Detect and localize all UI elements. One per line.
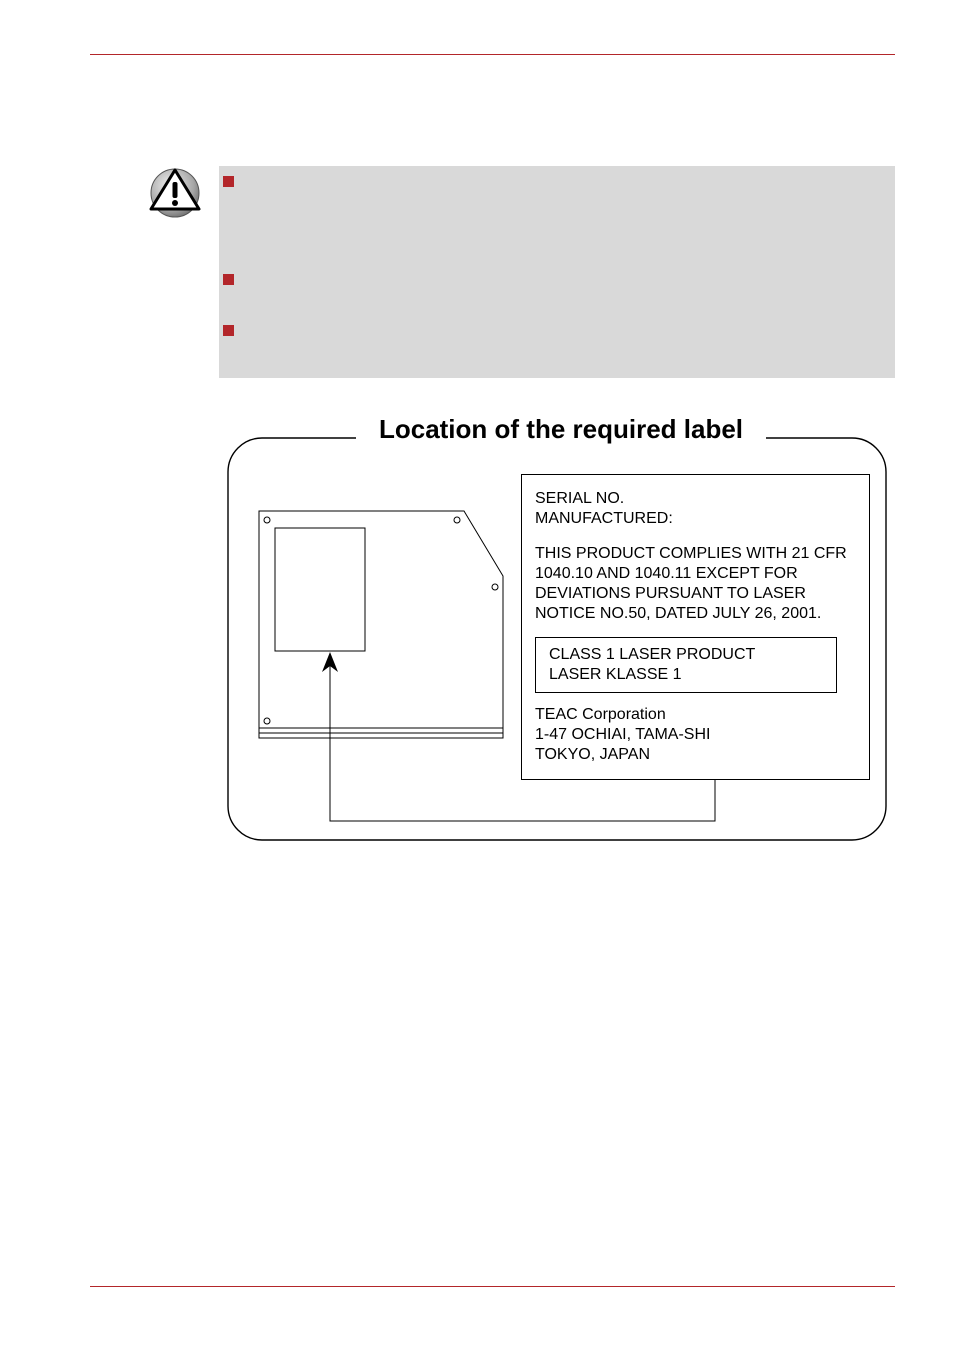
manufacturer-name: TEAC Corporation — [535, 706, 666, 723]
laser-class-line: CLASS 1 LASER PRODUCT — [549, 646, 756, 663]
compliance-line: THIS PRODUCT COMPLIES WITH 21 CFR — [535, 545, 847, 562]
warning-triangle-icon — [147, 165, 203, 221]
compliance-line: NOTICE NO.50, DATED JULY 26, 2001. — [535, 605, 822, 622]
laser-class-box — [535, 637, 837, 693]
header-rule — [90, 54, 895, 55]
label-location-figure — [226, 408, 890, 844]
caution-box — [219, 166, 895, 378]
laser-class-line: LASER KLASSE 1 — [549, 666, 682, 683]
square-bullet-icon — [223, 274, 234, 285]
compliance-line: DEVIATIONS PURSUANT TO LASER — [535, 585, 806, 602]
required-label-panel — [521, 474, 870, 780]
manufacturer-address: 1-47 OCHIAI, TAMA-SHI — [535, 726, 711, 743]
serial-number-text: SERIAL NO. — [535, 490, 625, 507]
figure-title: Location of the required label — [356, 414, 766, 445]
footer-rule — [90, 1286, 895, 1287]
compliance-line: 1040.10 AND 1040.11 EXCEPT FOR — [535, 565, 798, 582]
manufacturer-address: TOKYO, JAPAN — [535, 746, 650, 763]
square-bullet-icon — [223, 176, 234, 187]
square-bullet-icon — [223, 325, 234, 336]
manufactured-text: MANUFACTURED: — [535, 510, 673, 527]
